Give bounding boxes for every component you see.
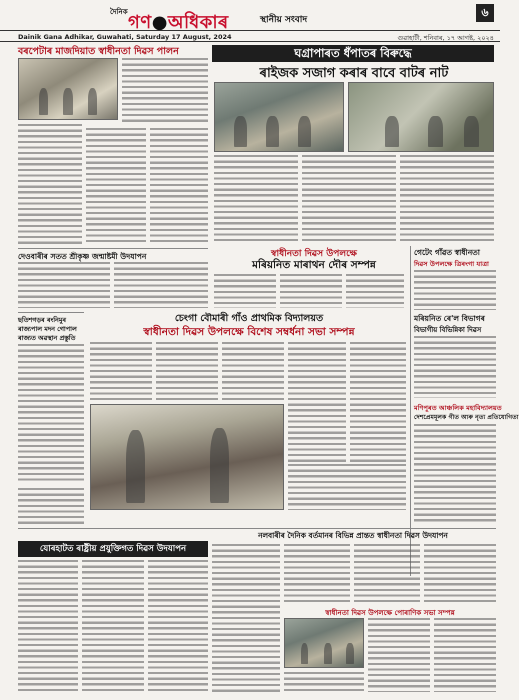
article-2-photo-2	[348, 82, 494, 152]
article-5-headline-2: বিভাগীয় বিভিন্নিকা দিৱস	[414, 326, 482, 334]
article-10-headline: নলবাৰীৰ দৈনিক বৰ্তমানৰ বিভিন্ন প্ৰান্তত স্বাধীনতা দিৱস উদযাপন	[258, 531, 448, 540]
column-rule-right	[410, 246, 411, 576]
article-5-text	[414, 336, 496, 398]
article-1-headline: বৰপেটাৰ মাজদিয়াত স্বাধীনতা দিৱস পালন	[18, 46, 179, 57]
article-3-headline-1: স্বাধীনতা দিৱস উপলক্ষে	[271, 249, 357, 259]
article-8-text-bottom	[288, 464, 406, 510]
logo-name-part-1: গণ	[128, 12, 152, 33]
article-3-text-col2	[280, 274, 342, 308]
page-number: ৬	[476, 4, 494, 22]
article-10-text-col1	[212, 544, 280, 692]
article-3-text-col3	[346, 274, 404, 308]
article-2-text-col2	[302, 155, 396, 243]
article-7-text-continued	[18, 488, 84, 526]
article-5-headline-1: মৰিয়নিত ৰে'ল বিভাগৰ	[414, 314, 485, 323]
dateline	[0, 30, 500, 42]
article-8-headline-1: চেংগা বৌমাৰী গাঁও প্ৰাথমিক বিদ্যালয়ত	[174, 313, 324, 324]
logo-prefix: দৈনিক	[110, 8, 128, 16]
rule-article-10	[18, 528, 496, 529]
article-12-text-col2	[434, 618, 496, 692]
article-12-photo	[284, 618, 364, 668]
article-8-text-col4	[288, 342, 346, 462]
article-3-text-col1	[214, 274, 276, 308]
article-10-text-col4	[424, 544, 496, 604]
article-2-headline-1: ঘগ্ৰাপাৰত ধঁপাতৰ বিৰুদ্ধে	[212, 45, 494, 62]
article-1-photo	[18, 58, 118, 120]
article-11-headline: যোৰহাটত ৰাষ্ট্ৰীয় প্ৰযুক্তিগত দিৱস উদযাপন	[18, 541, 208, 557]
article-8-text-col5	[350, 342, 406, 462]
article-6-headline: দেওবাৰীৰ সতত শ্ৰীকৃষ্ণ জন্মাষ্টমী উদযাপন	[18, 252, 147, 261]
rule-article-6	[18, 248, 208, 249]
date-local: গুৱাহাটী, শনিবাৰ, ১৭ আগষ্ট, ২০২৪	[397, 34, 494, 42]
article-4-text	[414, 270, 496, 310]
article-2-photo-1	[214, 82, 344, 152]
article-8-text-col2	[156, 342, 218, 402]
article-4-headline-2: দিৱস উপলক্ষে ত্ৰিৰংগা যাত্ৰা	[414, 260, 489, 268]
article-10-text-col3	[354, 544, 420, 604]
article-7-headline-3: ৰাজ্যত অৱস্থান প্ৰস্তুতি	[18, 334, 76, 342]
article-9-headline-2: দেশপ্ৰেমমূলক গীত আৰু নৃত্য প্ৰতিযোগিতা	[414, 414, 519, 421]
article-10-text-col2	[284, 544, 350, 604]
article-1-text-col2	[86, 128, 146, 244]
article-1-text-right	[122, 58, 208, 124]
logo-name-part-2: অধিকাৰ	[167, 12, 229, 33]
article-11-text-col3	[148, 560, 208, 692]
edition-line: Dainik Gana Adhikar, Guwahati, Saturday 17 August, 2024	[18, 33, 232, 41]
article-1-text-col1	[18, 124, 82, 244]
article-9-headline-1: মণিপুৰত আঞ্চলিক মহাবিদ্যালয়ত	[414, 404, 502, 412]
article-2-text-col1	[214, 155, 298, 243]
article-1-text-col3	[150, 128, 208, 244]
article-8-text-col3	[222, 342, 284, 402]
article-7-headline-2: ৰাজ্যপাল মদন গোপাল	[18, 325, 77, 333]
article-12-text-col1	[368, 618, 430, 692]
article-2-text-col3	[400, 155, 494, 243]
article-7-text	[18, 344, 84, 484]
logo-name: গণ●অধিকাৰ	[128, 12, 229, 33]
article-8-headline-2: স্বাধীনতা দিৱস উপলক্ষে বিশেষ সম্বৰ্ধনা সভা সম্পন্ন	[143, 326, 355, 338]
article-6-text-col2	[114, 262, 208, 308]
article-2-headline-2: ৰাইজক সজাগ কৰাৰ বাবে বাটৰ নাট	[259, 66, 449, 81]
article-11-text-col2	[82, 560, 144, 692]
article-3-headline-2: মৰিয়নিত মাৰাথন দৌৰ সম্পন্ন	[252, 259, 376, 271]
article-6-text-col1	[18, 262, 110, 308]
article-12-headline: স্বাধীনতা দিৱস উপলক্ষে পোৰাণিক সভা সম্পন্ন	[325, 609, 455, 617]
section-label: স্থানীয় সংবাদ	[260, 15, 308, 25]
article-7-headline-1: ছতিশগড়ৰ ৰংনিমুৰ	[18, 316, 66, 324]
masthead	[0, 0, 500, 44]
article-11-text-col1	[18, 560, 78, 692]
article-12-text-bottom	[284, 672, 364, 692]
article-8-text-col1	[90, 342, 152, 402]
article-8-photo	[90, 404, 284, 510]
article-4-headline-1: গেটেং গাঁৱত স্বাধীনতা	[414, 248, 480, 257]
article-9-text	[414, 424, 496, 524]
rule-article-7	[18, 312, 84, 313]
